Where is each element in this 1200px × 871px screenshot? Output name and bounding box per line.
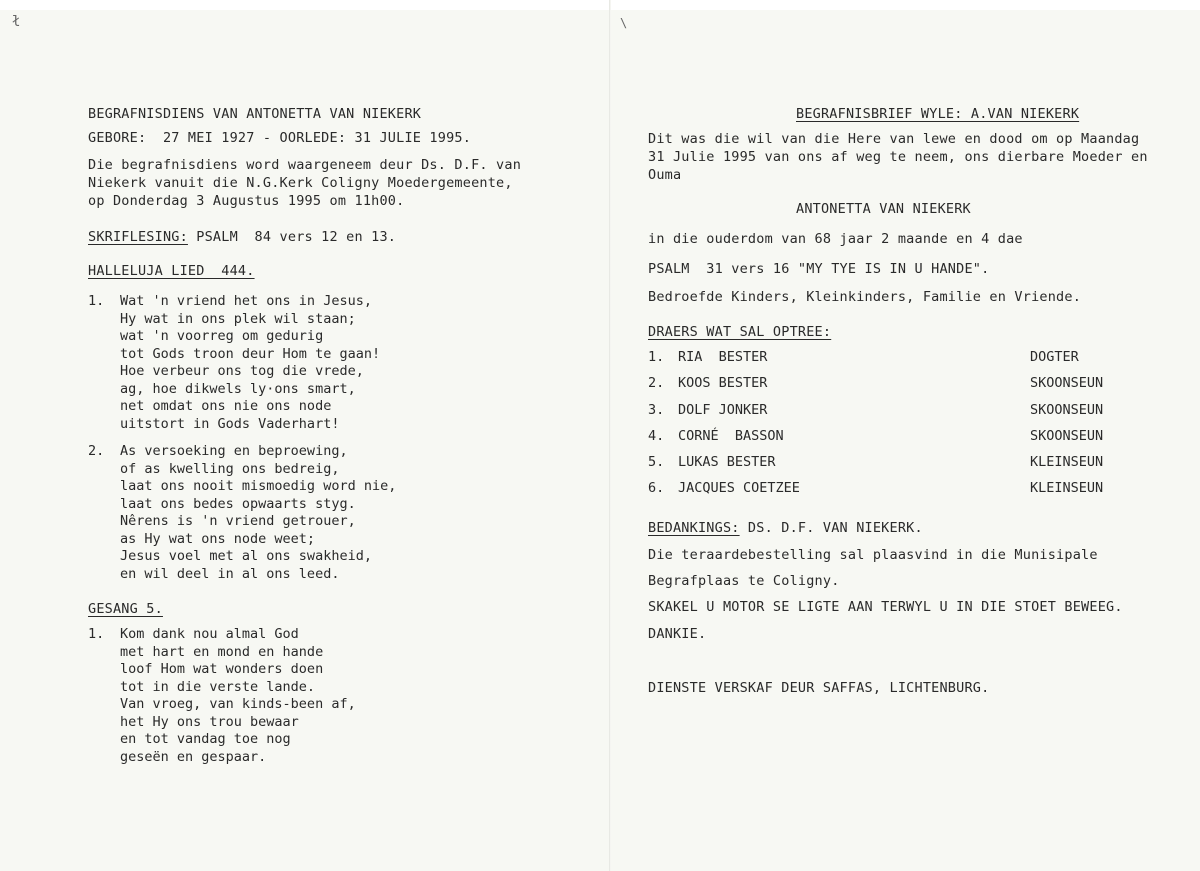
corner-mark-left: ł <box>12 14 21 30</box>
bearer-name: RIA BESTER <box>678 349 768 365</box>
hymn2-title: GESANG 5. <box>88 601 163 617</box>
verse-line: tot Gods troon deur Hom te gaan! <box>120 345 381 362</box>
verse-line: uitstort in Gods Vaderhart! <box>120 415 340 432</box>
lights-instruction: SKAKEL U MOTOR SE LIGTE AAN TERWYL U IN DIE STOET BEWEEG. <box>648 599 1123 615</box>
burial-line-2: Begrafplaas te Coligny. <box>648 573 840 589</box>
bearer-name: JACQUES COETZEE <box>678 480 800 497</box>
notice-title: BEGRAFNISBRIEF WYLE: A.VAN NIEKERK <box>796 106 1080 122</box>
verse-line: net omdat ons nie ons node <box>120 398 332 414</box>
intro-line-2: 31 Julie 1995 van ons af weg te neem, ons dierbare Moeder en <box>648 149 1148 165</box>
bearer-row <box>648 375 1118 401</box>
service-title: BEGRAFNISDIENS VAN ANTONETTA VAN NIEKERK <box>88 106 422 122</box>
burial-line-1: Die teraardebestelling sal plaasvind in die Munisipale <box>648 547 1098 563</box>
service-line-1: Die begrafnisdiens word waargeneem deur Ds. D.F. van <box>88 157 522 173</box>
hymn1-verse-2 <box>88 443 588 585</box>
verse-number: 2. <box>88 443 105 459</box>
scan-top-edge <box>0 0 1200 10</box>
verse-line: as Hy wat ons node weet; <box>120 530 316 547</box>
bearer-row <box>648 402 1118 428</box>
bearer-relation: KLEINSEUN <box>1030 480 1104 497</box>
intro-line-3: Ouma <box>648 167 682 183</box>
thanks-text: DS. D.F. VAN NIEKERK. <box>739 520 923 536</box>
hymn1-verse-1 <box>88 293 588 435</box>
intro-line-1: Dit was die wil van die Here van lewe en dood om op Maandag <box>648 131 1140 147</box>
thanks-label: BEDANKINGS: <box>648 520 740 536</box>
bearer-name: LUKAS BESTER <box>678 454 776 471</box>
bearer-row <box>648 428 1118 454</box>
page-fold <box>609 0 611 871</box>
funeral-services-credit: DIENSTE VERSKAF DEUR SAFFAS, LICHTENBURG. <box>648 680 990 696</box>
verse-line: Jesus voel met al ons swakheid, <box>120 548 372 564</box>
bearer-number: 2. <box>648 375 665 392</box>
bearer-number: 3. <box>648 401 665 418</box>
corner-mark-right: \ <box>620 16 628 30</box>
hymn1-title: HALLELUJA LIED 444. <box>88 263 255 279</box>
verse-line: As versoeking en beproewing, <box>120 443 348 459</box>
verse-number: 1. <box>88 626 105 642</box>
bearers-title: DRAERS WAT SAL OPTREE: <box>648 324 832 340</box>
verse-line: laat ons bedes opwaarts styg. <box>120 495 356 512</box>
bearer-number: 4. <box>648 427 665 444</box>
bearers-list <box>648 349 1118 507</box>
bearer-number: 6. <box>648 480 665 497</box>
verse-line: of as kwelling ons bedreig, <box>120 460 340 477</box>
verse-line: ag, hoe dikwels ly·ons smart, <box>120 380 356 397</box>
deceased-name: ANTONETTA VAN NIEKERK <box>796 201 971 217</box>
thanks-line <box>648 519 923 537</box>
mourners-line: Bedroefde Kinders, Kleinkinders, Familie en Vriende. <box>648 289 1082 305</box>
verse-line: Van vroeg, van kinds-been af, <box>120 696 356 712</box>
scripture-label: SKRIFLESING: <box>88 229 188 245</box>
hymn2-verse-1 <box>88 626 588 768</box>
verse-line: en wil deel in al ons leed. <box>120 565 340 582</box>
verse-number: 1. <box>88 293 105 309</box>
thank-you: DANKIE. <box>648 626 707 642</box>
psalm-line: PSALM 31 vers 16 "MY TYE IS IN U HANDE". <box>648 261 990 277</box>
verse-line: geseën en gespaar. <box>120 748 267 765</box>
verse-line: met hart en mond en hande <box>120 643 324 660</box>
bearer-name: CORNÉ BASSON <box>678 427 784 444</box>
bearer-relation: KLEINSEUN <box>1030 454 1104 471</box>
bearer-row <box>648 454 1118 480</box>
verse-line: Nêrens is 'n vriend getrouer, <box>120 513 356 529</box>
service-line-3: op Donderdag 3 Augustus 1995 om 11h00. <box>88 193 405 209</box>
bearer-row <box>648 349 1118 375</box>
verse-line: wat 'n voorreg om gedurig <box>120 328 324 344</box>
verse-line: loof Hom wat wonders doen <box>120 661 324 677</box>
bearer-relation: SKOONSEUN <box>1030 427 1104 444</box>
bearer-name: KOOS BESTER <box>678 375 768 392</box>
verse-line: laat ons nooit mismoedig word nie, <box>120 478 397 494</box>
verse-line: tot in die verste lande. <box>120 678 316 695</box>
bearer-relation: SKOONSEUN <box>1030 375 1104 392</box>
verse-line: en tot vandag toe nog <box>120 731 291 747</box>
scripture-text: PSALM 84 vers 12 en 13. <box>187 229 397 245</box>
bearer-row <box>648 480 1118 506</box>
bearer-relation: SKOONSEUN <box>1030 401 1104 418</box>
service-line-2: Niekerk vanuit die N.G.Kerk Coligny Moedergemeente, <box>88 175 513 191</box>
bearer-name: DOLF JONKER <box>678 401 768 418</box>
verse-line: Hoe verbeur ons tog die vrede, <box>120 363 364 379</box>
scripture-reading <box>88 228 396 246</box>
birth-death-dates: GEBORE: 27 MEI 1927 - OORLEDE: 31 JULIE 1995. <box>88 130 472 146</box>
verse-line: Hy wat in ons plek wil staan; <box>120 310 356 327</box>
verse-line: Wat 'n vriend het ons in Jesus, <box>120 293 372 309</box>
bearer-relation: DOGTER <box>1030 349 1079 365</box>
verse-line: Kom dank nou almal God <box>120 626 299 642</box>
age-line: in die ouderdom van 68 jaar 2 maande en 4 dae <box>648 231 1023 247</box>
bearer-number: 5. <box>648 454 665 471</box>
verse-line: het Hy ons trou bewaar <box>120 713 299 730</box>
bearer-number: 1. <box>648 349 665 365</box>
